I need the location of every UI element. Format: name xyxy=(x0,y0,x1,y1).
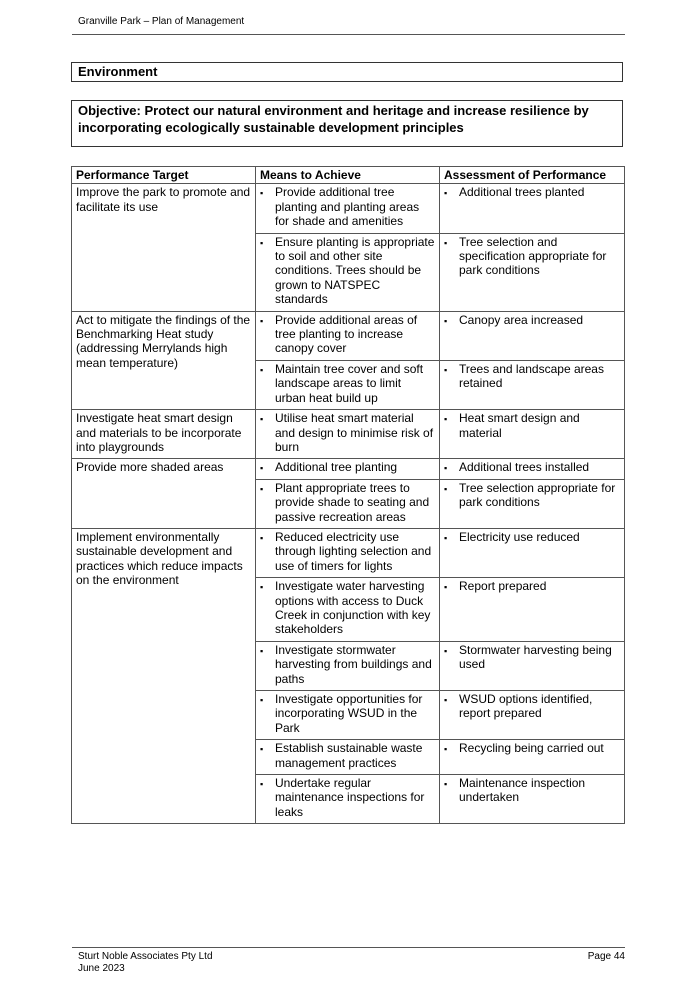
bullet-icon: ▪ xyxy=(444,315,448,326)
means-to-achieve-cell xyxy=(256,410,440,459)
bullet-icon: ▪ xyxy=(260,463,264,474)
means-text: Ensure planting is appropriate to soil and other site conditions. Trees should be grown to NATSPEC standards xyxy=(275,234,435,307)
assessment-cell xyxy=(440,360,625,409)
assessment-cell xyxy=(440,578,625,642)
bullet-icon: ▪ xyxy=(260,582,264,593)
means-to-achieve-cell xyxy=(256,459,440,479)
means-text: Provide additional areas of tree planting to increase canopy cover xyxy=(275,312,418,356)
performance-table xyxy=(71,166,625,824)
table-row xyxy=(72,184,625,233)
means-text: Investigate stormwater harvesting from buildings and paths xyxy=(275,642,432,686)
bullet-icon: ▪ xyxy=(260,364,264,375)
bullet-icon: ▪ xyxy=(444,483,448,494)
performance-target-cell: Improve the park to promote and facilitate its use xyxy=(72,184,256,311)
bullet-icon: ▪ xyxy=(444,188,448,199)
table-row xyxy=(72,459,625,479)
performance-target-cell: Provide more shaded areas xyxy=(72,459,256,529)
means-to-achieve-cell xyxy=(256,775,440,824)
bullet-icon: ▪ xyxy=(444,645,448,656)
assessment-cell xyxy=(440,410,625,459)
bullet-icon: ▪ xyxy=(260,645,264,656)
bullet-icon: ▪ xyxy=(260,779,264,790)
assessment-cell xyxy=(440,740,625,775)
means-to-achieve-cell xyxy=(256,233,440,311)
means-to-achieve-cell xyxy=(256,528,440,577)
assessment-cell xyxy=(440,641,625,690)
means-text: Provide additional tree planting and planting areas for shade and amenities xyxy=(275,185,420,229)
table-row xyxy=(72,528,625,577)
means-to-achieve-cell xyxy=(256,311,440,360)
footer-date: June 2023 xyxy=(78,963,125,974)
means-text: Reduced electricity use through lighting selection and use of timers for lights xyxy=(275,529,432,573)
table-header-row xyxy=(72,167,625,184)
bullet-icon: ▪ xyxy=(444,582,448,593)
header-performance-target: Performance Target xyxy=(72,167,256,184)
performance-target-cell: Investigate heat smart design and materials to be incorporate into playgrounds xyxy=(72,410,256,459)
assessment-cell xyxy=(440,775,625,824)
assessment-text: Additional trees installed xyxy=(459,460,590,475)
header-assessment-of-performance: Assessment of Performance xyxy=(440,167,625,184)
bullet-icon: ▪ xyxy=(444,237,448,248)
assessment-cell xyxy=(440,233,625,311)
bullet-icon: ▪ xyxy=(260,188,264,199)
assessment-cell xyxy=(440,459,625,479)
table-row xyxy=(72,410,625,459)
assessment-text: Tree selection and specification appropriate for park conditions xyxy=(459,234,607,278)
assessment-text: Heat smart design and material xyxy=(459,411,580,440)
means-text: Utilise heat smart material and design to minimise risk of burn xyxy=(275,411,434,454)
means-to-achieve-cell xyxy=(256,184,440,233)
means-to-achieve-cell xyxy=(256,641,440,690)
table-body xyxy=(72,184,625,824)
footer-company: Sturt Noble Associates Pty Ltd xyxy=(78,951,213,962)
means-to-achieve-cell xyxy=(256,360,440,409)
table-row xyxy=(72,311,625,360)
bullet-icon: ▪ xyxy=(260,315,264,326)
bullet-icon: ▪ xyxy=(260,483,264,494)
header-means-to-achieve: Means to Achieve xyxy=(256,167,440,184)
bullet-icon: ▪ xyxy=(444,779,448,790)
means-to-achieve-cell xyxy=(256,479,440,528)
bullet-icon: ▪ xyxy=(444,695,448,705)
bullet-icon: ▪ xyxy=(260,695,264,705)
bullet-icon: ▪ xyxy=(260,414,264,425)
objective-statement: Objective: Protect our natural environment and heritage and increase resilience by incorporating ecologically sustainable development principles xyxy=(71,100,623,147)
bullet-icon: ▪ xyxy=(260,237,264,248)
assessment-text: Electricity use reduced xyxy=(459,529,580,544)
means-to-achieve-cell xyxy=(256,578,440,642)
assessment-cell xyxy=(440,691,625,740)
assessment-text: Additional trees planted xyxy=(459,185,585,200)
assessment-cell xyxy=(440,184,625,233)
means-text: Investigate opportunities for incorporating WSUD in the Park xyxy=(275,692,423,735)
means-to-achieve-cell xyxy=(256,740,440,775)
means-to-achieve-cell xyxy=(256,691,440,740)
performance-target-cell: Act to mitigate the findings of the Benchmarking Heat study (addressing Merrylands high mean temperature) xyxy=(72,311,256,409)
footer-left xyxy=(78,951,213,975)
footer-page-number: Page 44 xyxy=(587,951,625,962)
bullet-icon: ▪ xyxy=(444,532,448,543)
bullet-icon: ▪ xyxy=(444,414,448,425)
footer-divider xyxy=(72,947,625,948)
bullet-icon: ▪ xyxy=(444,463,448,474)
means-text: Investigate water harvesting options with access to Duck Creek in conjunction with key stakeholders xyxy=(275,579,431,637)
assessment-text: Recycling being carried out xyxy=(459,741,604,756)
means-text: Undertake regular maintenance inspections for leaks xyxy=(275,776,425,819)
assessment-text: Canopy area increased xyxy=(459,312,584,327)
header-divider xyxy=(72,34,625,35)
assessment-cell xyxy=(440,311,625,360)
means-text: Maintain tree cover and soft landscape areas to limit urban heat build up xyxy=(275,361,424,405)
assessment-text: Report prepared xyxy=(459,579,547,594)
performance-target-cell: Implement environmentally sustainable development and practices which reduce impacts on the environment xyxy=(72,528,256,823)
assessment-text: WSUD options identified, report prepared xyxy=(459,692,593,721)
bullet-icon: ▪ xyxy=(260,744,264,755)
bullet-icon: ▪ xyxy=(444,364,448,375)
means-text: Plant appropriate trees to provide shade to seating and passive recreation areas xyxy=(275,480,430,524)
assessment-text: Stormwater harvesting being used xyxy=(459,642,612,672)
assessment-text: Tree selection appropriate for park conditions xyxy=(459,480,616,510)
assessment-cell xyxy=(440,479,625,528)
bullet-icon: ▪ xyxy=(444,744,448,755)
assessment-text: Trees and landscape areas retained xyxy=(459,361,604,391)
assessment-cell xyxy=(440,528,625,577)
section-title: Environment xyxy=(71,62,623,82)
means-text: Establish sustainable waste management practices xyxy=(275,741,423,770)
means-text: Additional tree planting xyxy=(275,460,398,475)
bullet-icon: ▪ xyxy=(260,532,264,543)
assessment-text: Maintenance inspection undertaken xyxy=(459,776,586,805)
page-header-title: Granville Park – Plan of Management xyxy=(78,16,245,27)
